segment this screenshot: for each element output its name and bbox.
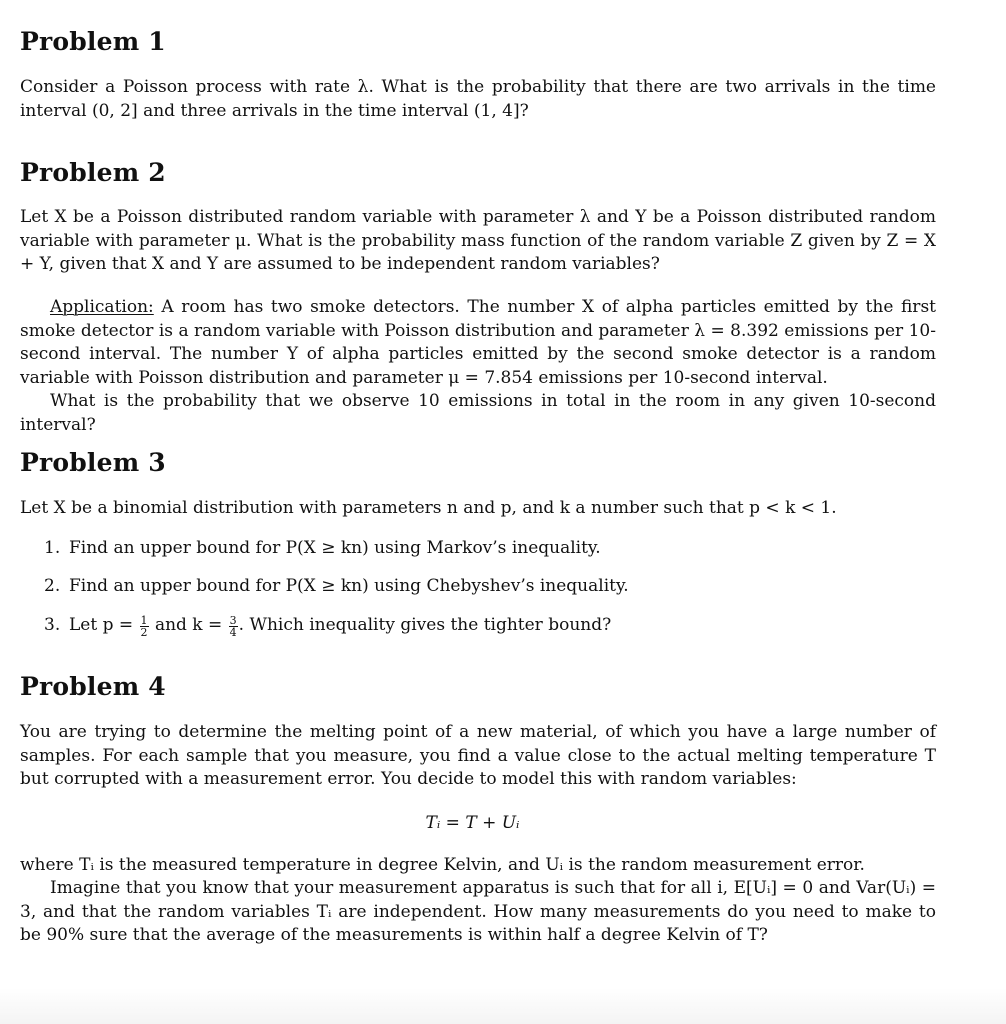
problem-4-where: where Tᵢ is the measured temperature in degree Kelvin, and Uᵢ is the random measurement error. xyxy=(20,855,865,875)
problem-2-heading: Problem 2 xyxy=(20,158,166,187)
item-2-text: Find an upper bound for P(X ≥ kn) using Chebyshev’s inequality. xyxy=(69,576,629,596)
item-3-suffix: . Which inequality gives the tighter bound? xyxy=(238,615,612,635)
problem-4-heading: Problem 4 xyxy=(20,672,166,701)
item-1-text: Find an upper bound for P(X ≥ kn) using Markov’s inequality. xyxy=(69,538,601,558)
problem-2-question: What is the probability that we observe 10 emissions in total in the room in any given 10-second interval? xyxy=(20,391,936,435)
item-3-mid: and k = xyxy=(154,615,223,635)
problem-4-text: You are trying to determine the melting point of a new material, of which you have a large number of samples. For each sample that you measure, you find a value close to the actual melting temperature T but corrupted with a measurement error. You decide to model this with random variables: xyxy=(20,722,936,789)
problem-3-text: Let X be a binomial distribution with parameters n and p, and k a number such that p < k < 1. xyxy=(20,498,837,518)
item-1-number: 1. xyxy=(44,538,61,558)
application-label: Application: xyxy=(50,297,154,317)
item-3-prefix: Let p = xyxy=(69,615,134,635)
problem-3-heading: Problem 3 xyxy=(20,448,166,477)
problem-2-application xyxy=(20,296,936,390)
problem-3-item-2 xyxy=(44,575,629,598)
problem-3-item-1 xyxy=(44,537,601,560)
fraction-three-quarters: $\frac{3}{4}$ xyxy=(229,614,237,639)
problem-3-item-3 xyxy=(44,614,611,638)
problem-2-text: Let X be a Poisson distributed random variable with parameter λ and Y be a Poisson distributed random variable with parameter μ. What is the probability mass function of the random variable Z given by Z = X + Y, given that X and Y are assumed to be independent random variables? xyxy=(20,207,936,274)
page-bottom-edge xyxy=(0,988,1006,1024)
problem-1-text: Consider a Poisson process with rate λ. What is the probability that there are two arrivals in the time interval (0, 2] and three arrivals in the time interval (1, 4]? xyxy=(20,77,936,121)
item-2-number: 2. xyxy=(44,576,61,596)
problem-1-heading: Problem 1 xyxy=(20,27,166,56)
problem-4-equation: Tᵢ = T + Uᵢ xyxy=(425,813,520,833)
application-text: A room has two smoke detectors. The number X of alpha particles emitted by the first smoke detector is a random variable with Poisson distribution and parameter λ = 8.392 emissions per 10-second interval. The number Y of alpha particles emitted by the second smoke detector is a random variable with Poisson distribution and parameter μ = 7.854 emissions per 10-second interval. xyxy=(20,297,936,388)
problem-4-final: Imagine that you know that your measurement apparatus is such that for all i, E[Uᵢ] = 0 and Var(Uᵢ) = 3, and that the random variables Tᵢ are independent. How many measurements do you need to make to be 90% sure that the average of the measurements is within half a degree Kelvin of T? xyxy=(20,878,936,945)
item-3-number: 3. xyxy=(44,615,61,635)
fraction-one-half: $\frac{1}{2}$ xyxy=(140,614,148,639)
